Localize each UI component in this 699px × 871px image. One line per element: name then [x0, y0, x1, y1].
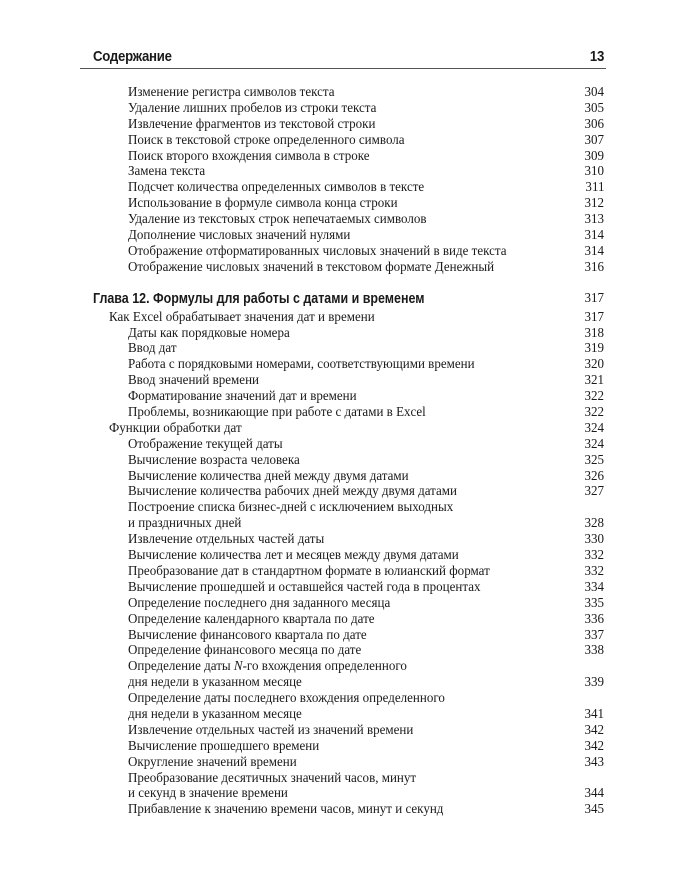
- toc-chapter-12[interactable]: [0, 288, 699, 310]
- toc-entry-page: 345: [584, 802, 604, 818]
- toc-entry-label: Определение календарного квартала по дате: [128, 611, 375, 627]
- toc-entry-label: и праздничных дней: [128, 516, 242, 532]
- toc-entry[interactable]: [0, 117, 699, 133]
- toc-entry-label: дня недели в указанном месяце: [128, 706, 302, 722]
- toc-entry-label: Округление значений времени: [128, 754, 297, 770]
- toc-entry-label: Отображение отформатированных числовых значений в виде текста: [128, 243, 507, 259]
- toc-entry[interactable]: [0, 580, 699, 596]
- toc-entry-label: Поиск в текстовой строке определенного символа: [128, 132, 405, 148]
- toc-entry-page: 304: [584, 85, 604, 100]
- toc-entry-label: Преобразование дат в стандартном формате в юлианский формат: [128, 563, 490, 579]
- toc-entry-page: 309: [584, 148, 604, 164]
- toc-entry-label: Удаление лишних пробелов из строки текста: [128, 100, 377, 116]
- toc-entry-label: Ввод дат: [128, 341, 177, 357]
- toc-entry-label: Удаление из текстовых строк непечатаемых символов: [128, 212, 427, 228]
- toc-entry-page: 324: [584, 436, 604, 452]
- toc-entry-page: 332: [584, 548, 604, 564]
- toc-entry[interactable]: [0, 596, 699, 612]
- toc-section-page: 317: [584, 309, 604, 325]
- toc-entry[interactable]: [0, 643, 699, 659]
- toc-entry-label: Вычисление количества рабочих дней между двумя датами: [128, 484, 457, 500]
- toc-entry-label: [128, 659, 407, 675]
- running-header: [80, 44, 606, 69]
- toc-entry-label-pre: Определение даты: [128, 659, 234, 675]
- toc-entry[interactable]: [0, 196, 699, 212]
- toc-entry[interactable]: [0, 326, 699, 342]
- toc-entry-label: Отображение числовых значений в текстовом формате Денежный: [128, 259, 495, 275]
- toc-entry[interactable]: [0, 723, 699, 739]
- toc-entry-label: Извлечение отдельных частей даты: [128, 532, 325, 548]
- toc-entry-continuation[interactable]: [0, 675, 699, 691]
- toc-entry[interactable]: [0, 755, 699, 771]
- toc-chapter-label: Глава 12. Формулы для работы с датами и временем: [93, 290, 425, 307]
- toc-entry-page: 320: [584, 357, 604, 373]
- toc-entry[interactable]: [0, 101, 699, 117]
- toc-entry-label: Извлечение фрагментов из текстовой строки: [128, 116, 376, 132]
- toc-entry[interactable]: [0, 659, 699, 675]
- toc-entry-page: 305: [584, 100, 604, 116]
- running-header-title: Содержание: [93, 48, 172, 65]
- toc-entry[interactable]: [0, 164, 699, 180]
- toc-entry[interactable]: [0, 739, 699, 755]
- toc-entry-label: Вычисление финансового квартала по дате: [128, 627, 367, 643]
- toc-entry-label: Вычисление прошедшей и оставшейся частей года в процентах: [128, 579, 481, 595]
- toc-entry-label: Использование в формуле символа конца строки: [128, 196, 398, 212]
- toc-section[interactable]: [0, 310, 699, 326]
- toc-entry-page: 322: [584, 389, 604, 405]
- toc-section-label: Функции обработки дат: [109, 420, 242, 436]
- toc-entry-label: дня недели в указанном месяце: [128, 675, 302, 691]
- toc-entry-page: 338: [584, 643, 604, 659]
- toc-entry-continuation[interactable]: [0, 707, 699, 723]
- toc-entry[interactable]: [0, 341, 699, 357]
- toc-entry-label: Поиск второго вхождения символа в строке: [128, 148, 370, 164]
- toc-entry-label-post: -го вхождения определенного: [242, 659, 407, 675]
- toc-entry[interactable]: [0, 437, 699, 453]
- toc-entry-label: Преобразование десятичных значений часов, минут: [128, 770, 417, 786]
- toc-entry-page: 318: [584, 325, 604, 341]
- toc-entry-label-italic-n: N: [233, 659, 243, 675]
- toc-entry[interactable]: [0, 469, 699, 485]
- toc-entry[interactable]: [0, 802, 699, 818]
- toc-entry-page: 341: [584, 706, 604, 722]
- toc-entry-page: 306: [584, 116, 604, 132]
- toc-entry-label: Проблемы, возникающие при работе с датами в Excel: [128, 405, 426, 421]
- toc-entry[interactable]: [0, 85, 699, 101]
- toc-entry[interactable]: [0, 405, 699, 421]
- toc-entry-page: 321: [584, 373, 604, 389]
- toc-entry-label: Изменение регистра символов текста: [128, 85, 335, 100]
- toc-section-page: 324: [584, 420, 604, 436]
- toc-entry-page: 307: [584, 132, 604, 148]
- toc-entry-page: 334: [584, 579, 604, 595]
- toc-entry-label: Работа с порядковыми номерами, соответствующими времени: [128, 357, 475, 373]
- toc-entry-page: 314: [584, 228, 604, 244]
- toc-entry-label: и секунд в значение времени: [128, 786, 288, 802]
- toc-entry-label: Построение списка бизнес-дней с исключением выходных: [128, 500, 454, 516]
- toc-entry[interactable]: [0, 373, 699, 389]
- toc-entry-label: Дополнение числовых значений нулями: [128, 228, 351, 244]
- toc-entry[interactable]: [0, 500, 699, 516]
- toc-entry[interactable]: [0, 564, 699, 580]
- toc-entry-page: 325: [584, 452, 604, 468]
- toc-entry-page: 327: [584, 484, 604, 500]
- toc-entry-label: Форматирование значений дат и времени: [128, 389, 357, 405]
- toc-entry[interactable]: [0, 212, 699, 228]
- toc-entry-page: 313: [584, 212, 604, 228]
- toc-entry[interactable]: [0, 149, 699, 165]
- toc-entry-label: Даты как порядковые номера: [128, 325, 290, 341]
- toc-entry-page: 342: [584, 738, 604, 754]
- toc-entry-label: Замена текста: [128, 164, 206, 180]
- toc-entry-label: Определение даты последнего вхождения определенного: [128, 691, 445, 707]
- toc-entry-page: 322: [584, 405, 604, 421]
- toc-entry-page: 336: [584, 611, 604, 627]
- toc-entry[interactable]: [0, 357, 699, 373]
- toc-entry-label: Вычисление прошедшего времени: [128, 738, 320, 754]
- toc-section-label: Как Excel обрабатывает значения дат и времени: [109, 309, 375, 325]
- toc-entry-page: 339: [584, 675, 604, 691]
- toc-entry-page: 335: [584, 595, 604, 611]
- toc-entry-label: Вычисление возраста человека: [128, 452, 300, 468]
- toc-entry[interactable]: [0, 548, 699, 564]
- toc-section[interactable]: [0, 421, 699, 437]
- toc-entry[interactable]: [0, 453, 699, 469]
- toc-entry-label: Ввод значений времени: [128, 373, 260, 389]
- toc-entry-label: Определение финансового месяца по дате: [128, 643, 362, 659]
- table-of-contents: [0, 85, 699, 818]
- toc-entry-page: 328: [584, 516, 604, 532]
- toc-entry-page: 343: [584, 754, 604, 770]
- toc-entry-page: 310: [584, 164, 604, 180]
- toc-entry-label: Определение последнего дня заданного месяца: [128, 595, 391, 611]
- toc-entry[interactable]: [0, 771, 699, 787]
- toc-entry-page: 344: [584, 786, 604, 802]
- toc-entry[interactable]: [0, 691, 699, 707]
- toc-entry-page: 332: [584, 563, 604, 579]
- toc-entry[interactable]: [0, 532, 699, 548]
- toc-entry-page: 337: [584, 627, 604, 643]
- toc-entry[interactable]: [0, 628, 699, 644]
- toc-entry-label: Извлечение отдельных частей из значений времени: [128, 722, 414, 738]
- toc-entry[interactable]: [0, 244, 699, 260]
- toc-entry-page: 319: [584, 341, 604, 357]
- toc-entry-page: 326: [584, 468, 604, 484]
- toc-entry[interactable]: [0, 612, 699, 628]
- toc-entry-label: Подсчет количества определенных символов в тексте: [128, 180, 425, 196]
- toc-entry-label: Вычисление количества лет и месяцев между двумя датами: [128, 548, 459, 564]
- toc-entry-page: 312: [584, 196, 604, 212]
- toc-entry-label: Отображение текущей даты: [128, 436, 283, 452]
- running-header-page-number: 13: [589, 48, 604, 65]
- toc-entry-page: 330: [584, 532, 604, 548]
- toc-entry[interactable]: [0, 228, 699, 244]
- toc-chapter-page: 317: [584, 290, 604, 306]
- toc-entry[interactable]: [0, 260, 699, 276]
- toc-entry[interactable]: [0, 180, 699, 196]
- toc-entry-label: Вычисление количества дней между двумя датами: [128, 468, 409, 484]
- toc-entry-page: 314: [584, 243, 604, 259]
- toc-entry-page: 311: [584, 180, 604, 196]
- toc-entry-page: 342: [584, 722, 604, 738]
- toc-entry-label: Прибавление к значению времени часов, минут и секунд: [128, 802, 444, 818]
- toc-entry-continuation[interactable]: [0, 516, 699, 532]
- toc-entry[interactable]: [0, 484, 699, 500]
- toc-entry-page: 316: [584, 259, 604, 275]
- toc-entry[interactable]: [0, 389, 699, 405]
- toc-entry[interactable]: [0, 133, 699, 149]
- toc-entry-continuation[interactable]: [0, 786, 699, 802]
